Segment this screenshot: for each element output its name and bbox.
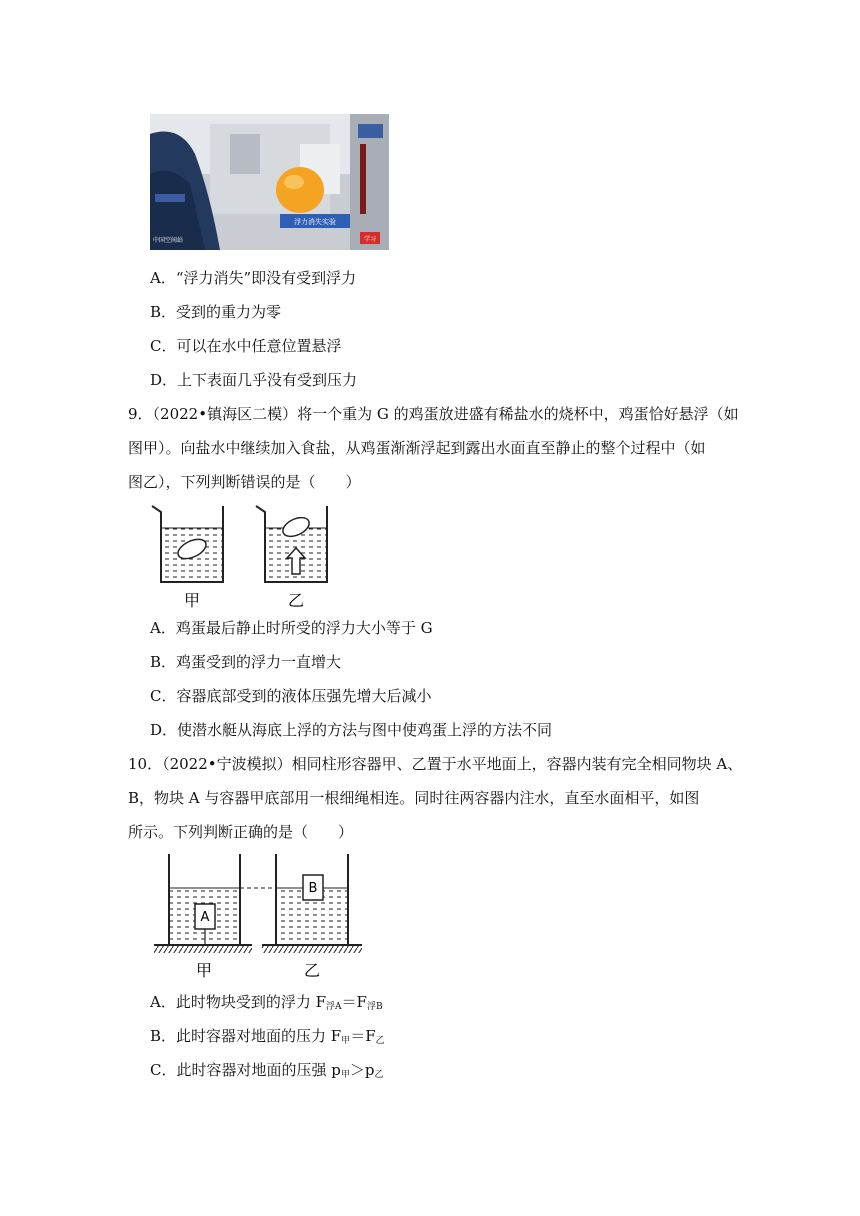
q10-stem-line-2: B，物块 A 与容器甲底部用一根细绳相连。同时往两容器内注水，直至水面相平，如图 (128, 789, 700, 807)
subscript: 乙 (375, 1036, 385, 1046)
q9-beaker-figure (148, 502, 338, 612)
q10-option-b-text: B．此时容器对地面的压力 F (150, 1027, 342, 1045)
q8-option-a: A．“浮力消失”即没有受到浮力 (150, 269, 357, 287)
subscript: 乙 (374, 1070, 384, 1080)
subscript: 浮A (326, 1002, 342, 1012)
q10-option-a-text: A．此时物块受到的浮力 F (150, 993, 327, 1011)
container-yi (276, 854, 348, 945)
photo-illustration (150, 114, 389, 250)
q9-stem-line-1: 9．（2022•镇海区二模）将一个重为 G 的鸡蛋放进盛有稀盐水的烧杯中，鸡蛋恰好悬浮（如 (128, 405, 739, 423)
q8-option-c: C．可以在水中任意位置悬浮 (150, 337, 342, 355)
subscript: 甲 (340, 1070, 350, 1080)
beaker-yi (256, 506, 327, 582)
q10-option-a-mid: ＝F (341, 993, 367, 1011)
beaker-jia (152, 506, 223, 582)
figure-label-yi: 乙 (303, 961, 321, 980)
q10-option-b (150, 1026, 385, 1051)
q9-stem-line-2: 图甲）。向盐水中继续加入食盐，从鸡蛋渐渐浮起到露出水面直至静止的整个过程中（如 (128, 439, 706, 457)
q9-option-a: A．鸡蛋最后静止时所受的浮力大小等于 G (150, 619, 433, 637)
q10-stem-line-3: 所示。下列判断正确的是（ ） (128, 823, 354, 841)
block-a-label: A (200, 910, 210, 925)
q10-option-c-mid: ＞p (349, 1061, 375, 1079)
q9-stem-line-3: 图乙），下列判断错误的是（ ） (128, 473, 361, 491)
space-station-photo (150, 114, 389, 250)
q10-stem-line-1: 10．（2022•宁波模拟）相同柱形容器甲、乙置于水平地面上，容器内装有完全相同物块 A、 (128, 755, 743, 773)
ground-hatch (154, 946, 252, 953)
figure-label-yi: 乙 (287, 591, 305, 610)
q10-option-c-text: C．此时容器对地面的压强 p (150, 1061, 341, 1079)
photo-banner: 浮力消失实验 (294, 218, 336, 226)
q8-option-d: D．上下表面几乎没有受到压力 (150, 371, 358, 389)
q10-option-c (150, 1060, 384, 1085)
q9-option-d: D．使潜水艇从海底上浮的方法与图中使鸡蛋上浮的方法不同 (150, 721, 553, 739)
subscript: 浮B (366, 1002, 383, 1012)
subscript: 甲 (341, 1036, 351, 1046)
figure-label-jia: 甲 (195, 961, 213, 980)
photo-caption: 中国空间站 (152, 237, 184, 244)
q8-option-b: B．受到的重力为零 (150, 303, 282, 321)
q9-option-b: B．鸡蛋受到的浮力一直增大 (150, 653, 342, 671)
q10-container-figure (152, 852, 364, 980)
ground-hatch (262, 946, 362, 953)
q10-option-a (150, 992, 383, 1017)
container-jia (169, 854, 240, 945)
photo-badge: 学习 (363, 236, 377, 243)
block-b-label: B (308, 881, 318, 896)
figure-label-jia: 甲 (183, 591, 201, 610)
q9-option-c: C．容器底部受到的液体压强先增大后减小 (150, 687, 432, 705)
q10-option-b-mid: ＝F (350, 1027, 376, 1045)
